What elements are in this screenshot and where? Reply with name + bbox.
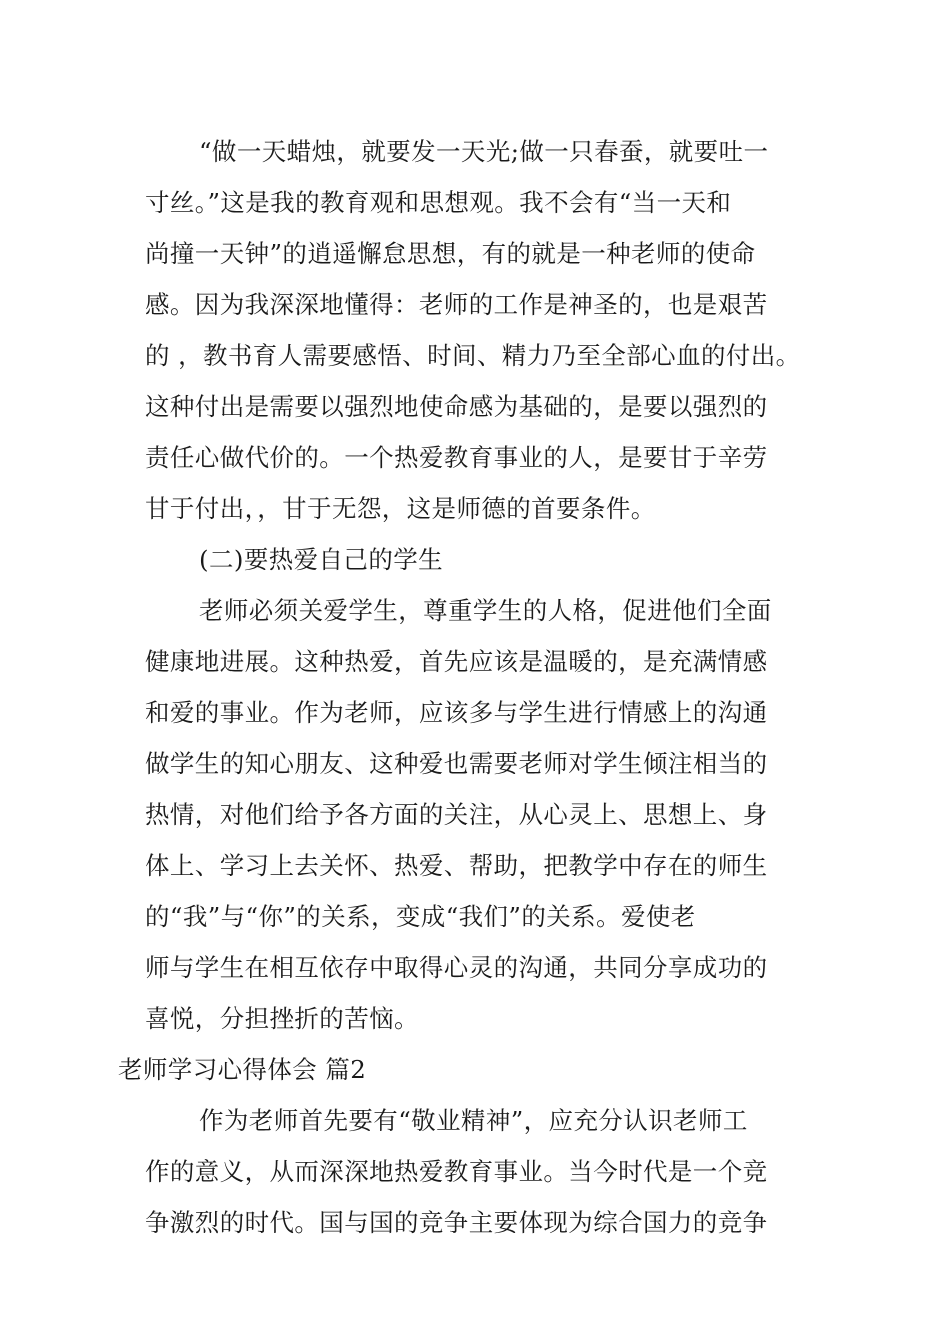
text-line: 甘于付出，，甘于无怨，这是师德的首要条件。 [145,494,656,523]
article-heading: 老师学习心得体会 篇2 [118,1055,367,1084]
text-line: 责任心做代价的。一个热爱教育事业的人，是要甘于辛劳 [145,443,768,472]
text-line: 健康地进展。这种热爱，首先应该是温暖的，是充满情感 [145,647,768,676]
text-line: 的 ，教书育人需要感悟、时间、精力乃至全部心血的付出。 [145,341,801,370]
text-line: “做一天蜡烛，就要发一天光;做一只春蚕，就要吐一 [199,137,769,166]
text-line: 作的意义，从而深深地热爱教育事业。当今时代是一个竞 [145,1157,768,1186]
text-line: 喜悦，分担挫折的苦恼。 [145,1004,419,1033]
text-line: 热情，对他们给予各方面的关注，从心灵上、思想上、身 [145,800,768,829]
text-line: 这种付出是需要以强烈地使命感为基础的，是要以强烈的 [145,392,768,421]
text-line: 尚撞一天钟”的逍遥懈怠思想，有的就是一种老师的使命 [145,239,756,268]
text-line: 的“我”与“你”的关系，变成“我们”的关系。爱使老 [145,902,696,931]
section-subheading: (二)要热爱自己的学生 [199,545,444,574]
text-line: 老师必须关爱学生，尊重学生的人格，促进他们全面 [199,596,772,625]
text-line: 争激烈的时代。国与国的竞争主要体现为综合国力的竞争 [145,1208,768,1237]
text-line: 感。因为我深深地懂得：老师的工作是神圣的，也是艰苦 [145,290,768,319]
text-line: 寸丝。”这是我的教育观和思想观。我不会有“当一天和 [145,188,732,217]
document-page [118,126,815,1248]
text-line: 做学生的知心朋友、这种爱也需要老师对学生倾注相当的 [145,749,768,778]
text-line: 作为老师首先要有“敬业精神”，应充分认识老师工 [199,1106,748,1135]
text-line: 师与学生在相互依存中取得心灵的沟通，共同分享成功的 [145,953,768,982]
text-line: 和爱的事业。作为老师，应该多与学生进行情感上的沟通 [145,698,768,727]
text-line: 体上、学习上去关怀、热爱、帮助，把教学中存在的师生 [145,851,768,880]
